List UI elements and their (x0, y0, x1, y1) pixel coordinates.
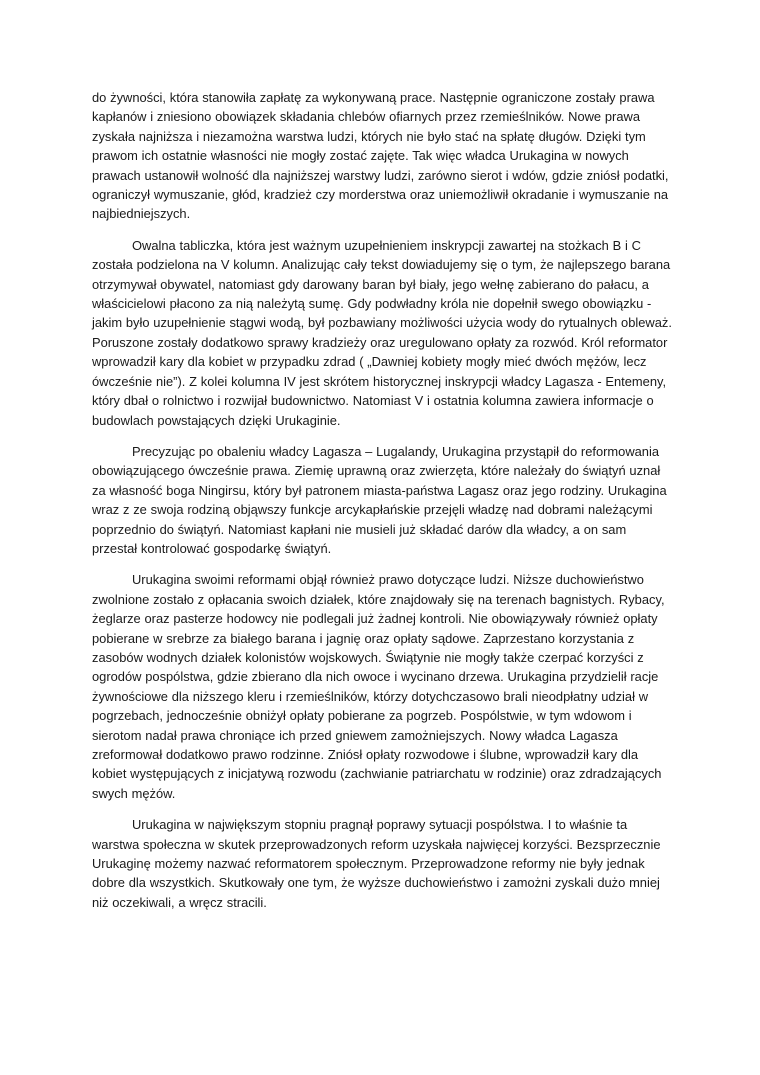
paragraph-5: Urukagina w największym stopniu pragnął poprawy sytuacji pospólstwa. I to właśnie ta warstwa społeczna w skutek przeprowadzonych reform uzyskała najwięcej korzyści. Bezsprzecznie Urukaginę możemy nazwać reformatorem społecznym. Przeprowadzone reformy nie były jednak dobre dla wszystkich. Skutkowały one tym, że wyższe duchowieństwo i zamożni zyskali dużo mniej niż oczekiwali, a wręcz stracili. (92, 817, 661, 910)
paragraph-1: do żywności, która stanowiła zapłatę za wykonywaną prace. Następnie ograniczone zostały prawa kapłanów i zniesiono obowiązek składania chlebów ofiarnych przez rzemieślników. Nowe prawa zyskała najniższa i niezamożna warstwa ludzi, których nie było stać na spłatę długów. Dzięki tym prawom ich ostatnie własności nie mogły zostać zajęte. Tak więc władca Urukagina w nowych prawach ustanowił wolność dla najniższej warstwy ludzi, zarówno sierot i wdów, gdzie zniósł podatki, ograniczył wymuszanie, głód, kradzież czy morderstwa oraz uniemożliwił okradanie i wymuszanie na najbiedniejszych. (92, 90, 669, 222)
document-page (92, 88, 672, 924)
paragraph-3: Precyzując po obaleniu władcy Lagasza – Lugalandy, Urukagina przystąpił do reformowania obowiązującego ówcześnie prawa. Ziemię uprawną oraz zwierzęta, które należały do świątyń uznał za własność boga Ningirsu, który był patronem miasta-państwa Lagasz oraz jego rodziny. Urukagina wraz z ze swoja rodziną objąwszy funkcje arcykapłańskie przejęli władzę nad dobrami należącymi poprzednio do świątyń. Natomiast kapłani nie musieli już składać darów dla władcy, a on sam przestał kontrolować gospodarkę świątyń. (92, 443, 667, 556)
paragraph-2: Owalna tabliczka, która jest ważnym uzupełnieniem inskrypcji zawartej na stożkach B i C została podzielona na V kolumn. Analizując cały tekst dowiadujemy się o tym, że najlepszego barana otrzymywał obywatel, natomiast gdy darowany baran był biały, jego wełnę zabierano do pałacu, a właścicielowi płacono za nią należytą sumę. Gdy podwładny króla nie dopełnił swego obowiązku - jakim było uzupełnienie stągwi wodą, był pozbawiany możliwości użycia wody do rytualnych obleważ. Poruszone zostały dodatkowo sprawy kradzieży oraz uregulowano opłaty za rozwód. Król reformator wprowadził kary dla kobiet w przypadku zdrad ( „Dawniej kobiety mogły mieć dwóch mężów, lecz ówcześnie nie”). Z kolei kolumna IV jest skrótem historycznej inskrypcji władcy Lagasza - Entemeny, który dbał o rolnictwo i rozwijał budownictwo. Natomiast V i ostatnia kolumna zawiera informacje o budowlach powstających dzięki Urukaginie. (92, 237, 672, 428)
paragraph-4: Urukagina swoimi reformami objął również prawo dotyczące ludzi. Niższe duchowieństwo zwolnione zostało z opłacania swoich działek, które znajdowały się na terenach bagnistych. Rybacy, żeglarze oraz pasterze hodowcy nie podlegali już żadnej kontroli. Nie obowiązywały również opłaty pobierane w srebrze za białego barana i jagnię oraz opłaty sądowe. Zaprzestano korzystania z zasobów wodnych działek kolonistów wojskowych. Świątynie nie mogły także czerpać korzyści z ogrodów pospólstwa, gdzie zbierano dla nich owoce i wycinano drzewa. Urukagina przydzielił racje żywnościowe dla niższego kleru i rzemieślników, którzy dotychczasowo brali nieodpłatny udział w pogrzebach, jednocześnie obniżył opłaty pobierane za pogrzeb. Pospólstwie, w tym wdowom i sierotom nadał prawa chroniące ich przed gniewem zamożniejszych. Nowy władca Lagasza zreformował dodatkowo prawo rodzinne. Zniósł opłaty rozwodowe i ślubne, wprowadził kary dla kobiet występujących z inicjatywą rozwodu (zachwianie patriarchatu w rodzinie) oraz zdradzających swych mężów. (92, 572, 665, 801)
